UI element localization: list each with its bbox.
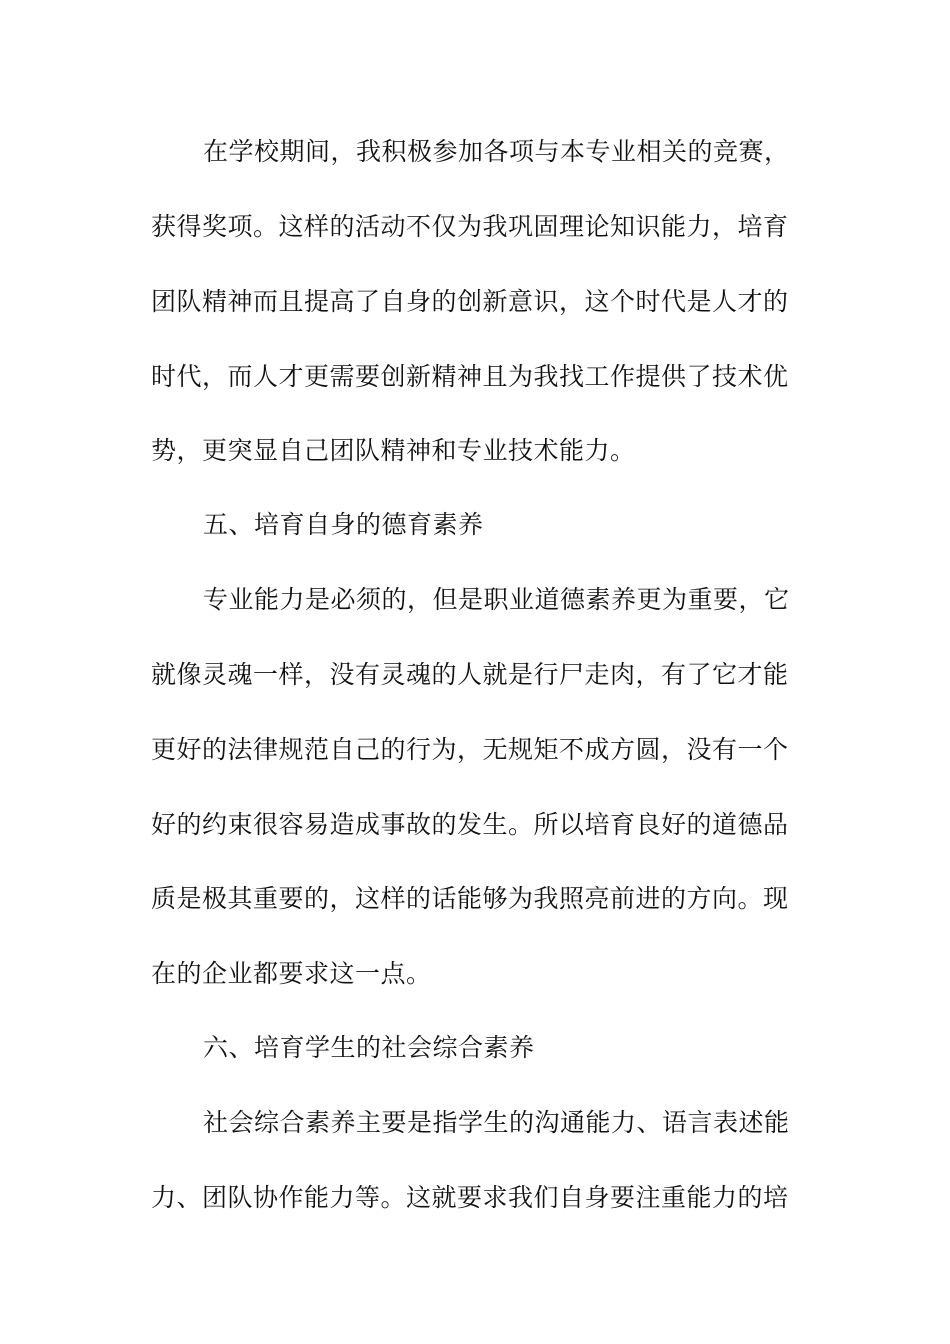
- paragraph-line: 在的企业都要求这一点。: [151, 959, 432, 988]
- paragraph-line: 获得奖项。这样的活动不仅为我巩固理论知识能力，培育: [151, 212, 789, 241]
- paragraph-line: 力、团队协作能力等。这就要求我们自身要注重能力的培: [151, 1183, 789, 1212]
- paragraph-line: 好的约束很容易造成事故的发生。所以培育良好的道德品: [151, 810, 789, 839]
- paragraph-line: 势，更突显自己团队精神和专业技术能力。: [151, 436, 636, 465]
- paragraph-line: 就像灵魂一样，没有灵魂的人就是行尸走肉，有了它才能: [151, 660, 789, 689]
- paragraph-line: 社会综合素养主要是指学生的沟通能力、语言表述能: [203, 1108, 790, 1137]
- paragraph-line: 时代，而人才更需要创新精神且为我找工作提供了技术优: [151, 362, 789, 391]
- paragraph-line: 更好的法律规范自己的行为，无规矩不成方圆，没有一个: [151, 735, 789, 764]
- section-heading: 五、培育自身的德育素养: [203, 510, 484, 539]
- paragraph-line: 质是极其重要的，这样的话能够为我照亮前进的方向。现: [151, 884, 789, 913]
- paragraph-line: 在学校期间，我积极参加各项与本专业相关的竞赛，: [203, 137, 790, 166]
- paragraph-line: 团队精神而且提高了自身的创新意识，这个时代是人才的: [151, 287, 789, 316]
- section-heading: 六、培育学生的社会综合素养: [203, 1033, 535, 1062]
- paragraph-line: 专业能力是必须的，但是职业道德素养更为重要，它: [203, 585, 790, 614]
